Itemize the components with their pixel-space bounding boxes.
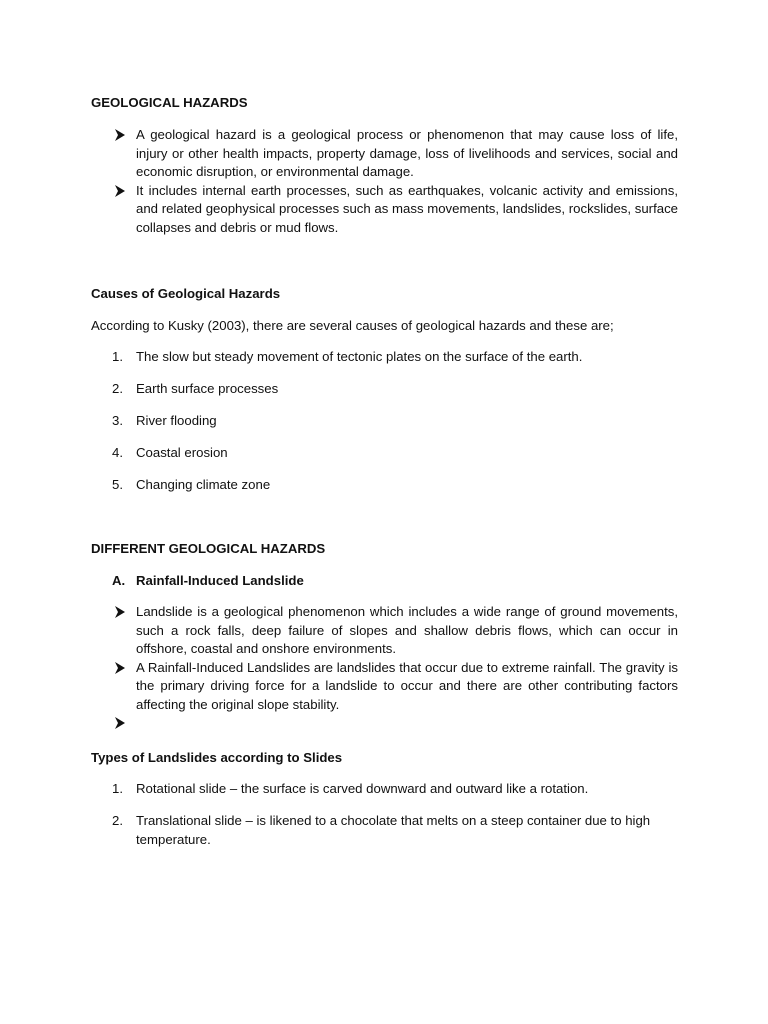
landslide-types-numbered-list: [112, 780, 678, 863]
list-item: [112, 444, 678, 463]
arrow-bullet-icon: [114, 717, 126, 729]
arrow-bullet-icon: [114, 129, 126, 141]
list-number: 3.: [112, 413, 123, 428]
arrow-bullet-icon: [114, 606, 126, 618]
list-item: [112, 380, 678, 399]
bullet-item-empty: [114, 714, 678, 733]
bullet-text: A Rainfall-Induced Landslides are landslides that occur due to extreme rainfall. The gravity is the primary driving force for a landslide to occur and there are other contributing factors affecting the original slope stability.: [136, 659, 678, 712]
subsection-letter: A.: [112, 573, 126, 588]
subsection-heading: [112, 572, 304, 591]
list-text: Translational slide – is likened to a chocolate that melts on a steep container due to high temperature.: [136, 813, 651, 847]
list-number: 1.: [112, 781, 123, 796]
bullet-text: A geological hazard is a geological process or phenomenon that may cause loss of life, injury or other health impacts, property damage, loss of livelihoods and services, social and economic disruption, or environmental damage.: [136, 127, 678, 179]
list-number: 5.: [112, 477, 123, 492]
causes-numbered-list: [112, 348, 678, 508]
bullet-item: [114, 126, 678, 182]
causes-intro-text: According to Kusky (2003), there are several causes of geological hazards and these are;: [91, 318, 614, 333]
list-text: The slow but steady movement of tectonic plates on the surface of the earth.: [136, 349, 583, 364]
list-item: [112, 412, 678, 431]
landslide-bullet-list: [114, 603, 678, 733]
section-title-different-hazards: DIFFERENT GEOLOGICAL HAZARDS: [91, 541, 326, 556]
arrow-bullet-icon: [114, 662, 126, 674]
bullet-item: [114, 659, 678, 715]
list-text: River flooding: [136, 413, 217, 428]
bullet-text: Landslide is a geological phenomenon which includes a wide range of ground movements, such a rock falls, deep failure of slopes and shallow debris flows, which can occur in offshore, coastal and onshore environments.: [136, 604, 678, 656]
list-item: [112, 348, 678, 367]
bullet-item: [114, 603, 678, 659]
section-title-geological-hazards: GEOLOGICAL HAZARDS: [91, 95, 248, 110]
geological-hazards-bullet-list: [114, 126, 678, 237]
list-text: Coastal erosion: [136, 445, 228, 460]
list-text: Earth surface processes: [136, 381, 279, 396]
list-text: Changing climate zone: [136, 477, 271, 492]
list-text: Rotational slide – the surface is carved downward and outward like a rotation.: [136, 781, 589, 796]
list-item: [112, 780, 678, 799]
section-title-causes: Causes of Geological Hazards: [91, 286, 281, 301]
subsection-title: Rainfall-Induced Landslide: [136, 573, 304, 588]
list-number: 2.: [112, 381, 123, 396]
bullet-text: It includes internal earth processes, such as earthquakes, volcanic activity and emissions, and related geophysical processes such as mass movements, landslides, rockslides, surface collapses and debris or mud flows.: [136, 182, 678, 235]
arrow-bullet-icon: [114, 185, 126, 197]
section-title-types-of-landslides: Types of Landslides according to Slides: [91, 750, 343, 765]
list-item: [112, 812, 678, 849]
list-number: 1.: [112, 349, 123, 364]
list-number: 2.: [112, 813, 123, 828]
list-item: [112, 476, 678, 495]
list-number: 4.: [112, 445, 123, 460]
bullet-item: [114, 182, 678, 238]
